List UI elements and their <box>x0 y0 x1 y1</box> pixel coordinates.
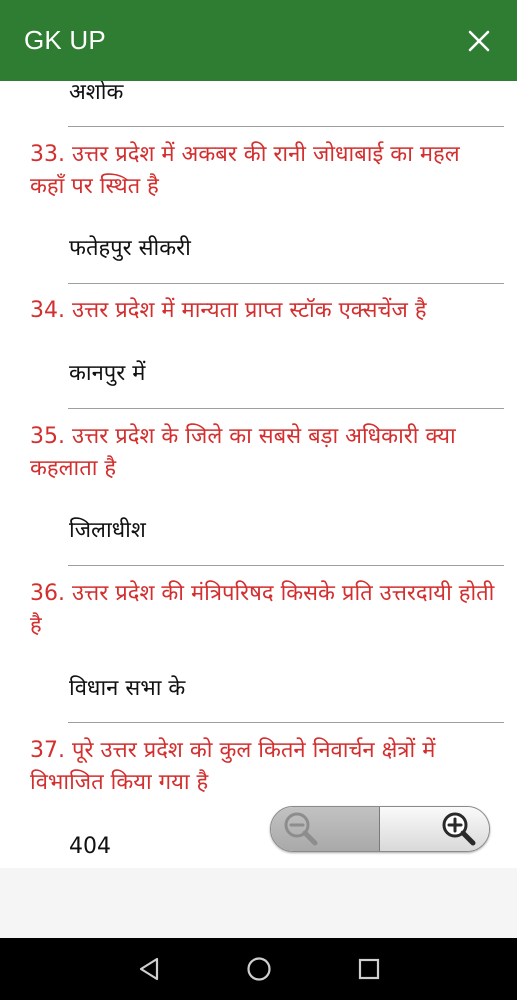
answer-text: कानपुर में <box>69 361 146 386</box>
recents-button[interactable] <box>314 938 424 1000</box>
bottom-spacer <box>0 868 517 938</box>
answer-text: जिलाधीश <box>69 518 146 543</box>
question-text: 34. उत्तर प्रदेश में मान्यता प्राप्त स्टॉक एक्सचेंज है <box>30 298 427 323</box>
home-icon <box>246 956 272 982</box>
divider <box>68 408 504 409</box>
zoom-out-icon <box>283 811 319 847</box>
back-icon <box>138 957 160 981</box>
close-button[interactable] <box>463 25 495 57</box>
qa-list[interactable] <box>0 81 517 868</box>
zoom-in-icon <box>441 811 477 847</box>
question-text: 35. उत्तर प्रदेश के जिले का सबसे बड़ा अधिकारी क्या कहलाता है <box>30 424 456 481</box>
question-text: 37. पूरे उत्तर प्रदेश को कुल कितने निवार्चन क्षेत्रों में विभाजित किया गया है <box>30 738 436 795</box>
answer-text: 404 <box>69 834 111 859</box>
home-button[interactable] <box>204 938 314 1000</box>
recents-icon <box>358 958 380 980</box>
system-nav-bar <box>0 938 517 1000</box>
divider <box>68 565 504 566</box>
zoom-in-button[interactable] <box>380 807 489 851</box>
app-bar <box>0 0 517 81</box>
question-text: 36. उत्तर प्रदेश की मंत्रिपरिषद किसके प्रति उत्तरदायी होती है <box>30 581 495 638</box>
answer-text: अशोक <box>69 81 124 105</box>
question-text: 33. उत्तर प्रदेश में अकबर की रानी जोधाबाई का महल कहाँ पर स्थित है <box>30 142 460 199</box>
divider <box>68 126 504 127</box>
answer-text: फतेहपुर सीकरी <box>69 236 191 261</box>
zoom-out-button[interactable] <box>271 807 380 851</box>
app-title: GK UP <box>24 25 106 55</box>
zoom-controls <box>270 806 490 852</box>
divider <box>68 283 504 284</box>
close-icon <box>468 30 490 52</box>
answer-text: विधान सभा के <box>69 676 186 701</box>
divider <box>68 722 504 723</box>
back-button[interactable] <box>94 938 204 1000</box>
